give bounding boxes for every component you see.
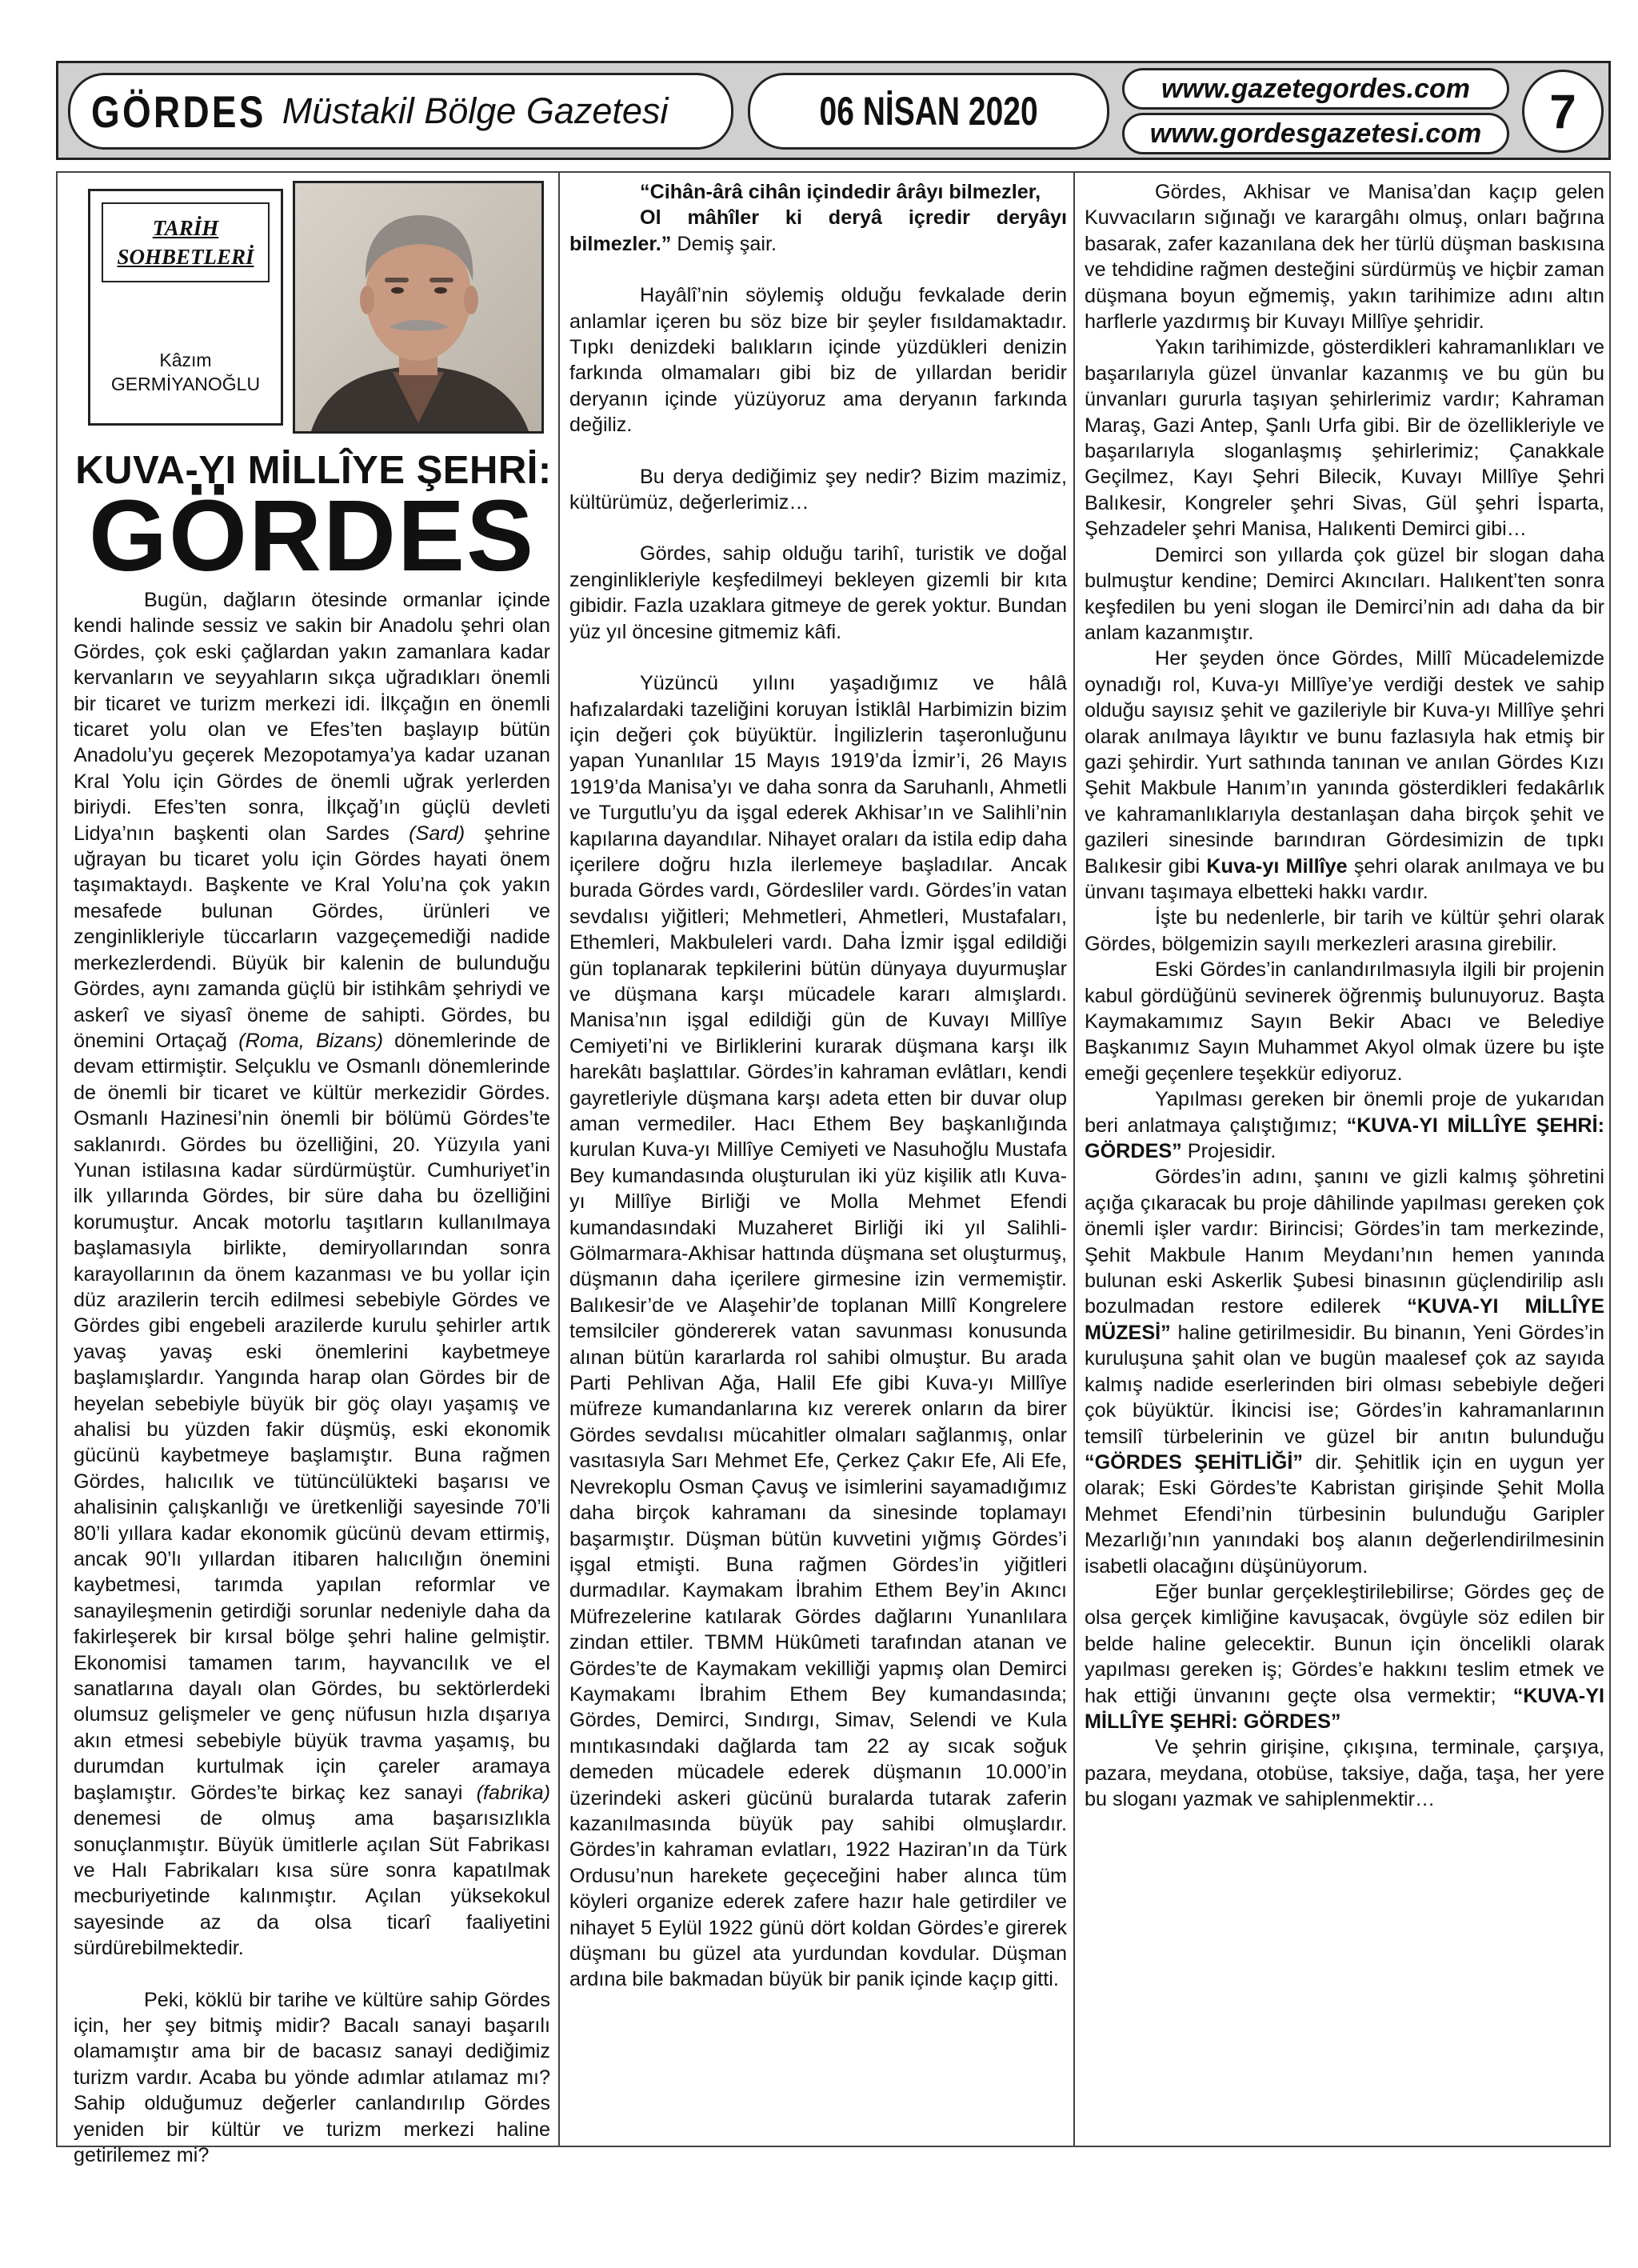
paragraph: Gördes, sahip olduğu tarihî, turistik ve doğal zenginlikleriyle keşfedilmeyi bekleyen gizemli bir kıta gibidir. Fazla uzaklara gitmeye de gerek yoktur. Bundan yüz yıl öncesine gitmemiz kâfi.	[569, 542, 1067, 643]
website-link-2[interactable]: www.gordesgazetesi.com	[1122, 113, 1509, 154]
paragraph: Yapılması gereken bir önemli proje de yukarıdan beri anlatmaya çalıştığımız; “KUVA-YI MİLLÎYE ŞEHRİ: GÖRDES” Projesidir.	[1085, 1088, 1604, 1163]
paragraph: Bugün, dağların ötesinde ormanlar içinde kendi halinde sessiz ve sakin bir Anadolu şehri olan Gördes, çok eski çağlardan yakın zamanlara kadar kervanların ve seyyahların sıkça uğradıkları önemli bir ticaret ve turizm merkezi idi. İlkçağın en önemli ticaret yolu olan ve Efes’ten başlayıp bütün Anadolu’yu geçerek Mezopotamya’ya kadar uzanan Kral Yolu için Gördes de önemli uğrak yerlerden biriydi. Efes’ten sonra, İlkçağ’ın güçlü devleti Lidya’nın başkenti olan Sardes (Sard) şehrine uğrayan bu ticaret yolu için Gördes hayati önem taşımaktaydı. Başkente ve Kral Yolu’na çok yakın mesafede bulunan Gördes, ürünleri ve zenginlikleriyle tüccarların vazgeçemediği nadide merkezlerdendi. Büyük bir kalenin de bulunduğu Gördes, aynı zamanda güçlü bir istihkâm şehriydi ve askerî ve siyasî öneme de sahipti. Gördes, bu önemini Ortaçağ (Roma, Bizans) dönemlerinde de devam ettirmiştir. Selçuklu ve Osmanlı dönemlerinde de önemli bir ticaret ve kültür merkezidir Gördes. Osmanlı Hazinesi’nin önemli bir bölümü Gördes’te saklanırdı. Gördes bu özelliğini, 20. Yüzyıla yani Yunan istilasına kadar sürdürmüştür. Cumhuriyet’in ilk yıllarında Gördes, bir süre daha bu özelliğini korumuştur. Ancak motorlu taşıtların kullanılmaya başlamasıyla birlikte, demiryollarından sonra karayollarının da önem kazanması ve bu yollar için düz arazilerin tercih edilmesi sebebiyle Gördes ve Gördes gibi engebeli arazilerde kurulu şehirler artık yavaş yavaş eski önemlerini kaybetmeye başlamışlardır. Yangında harap olan Gördes bir de heyelan sebebiyle büyük bir göç olayı yaşamış ve ahalisi bu yüzden fakir düşmüş, eski ekonomik gücünü kaybetmeye başlamıştır. Buna rağmen Gördes, halıcılık ve tütüncülükteki başarısı ve ahalisinin çalışkanlığı ve üretkenliği sayesinde 70’li 80’li yıllara kadar ekonomik gücünü devam ettirmiş, ancak 90’lı yıllardan itibaren halıcılığın önemini kaybetmesi, tarımda yapılan reformlar ve sanayileşmenin getirdiği sorunlar nedeniyle daha da fakirleşerek bir kırsal bölge şehri haline gelmiştir. Ekonomisi tamamen tarım, hayvancılık ve el sanatlarına dayalı olan Gördes, bu sektörlerdeki olumsuz gelişmeler ve genç nüfusun hızla dışarıya akın etmesi sebebiyle büyük travma yaşamış, bu durumdan kurtulmak için çareler aramaya başlamıştır. Gördes’te birkaç kez sanayi (fabrika) denemesi de olmuş ama başarısızlıkla sonuçlanmıştır. Büyük ümitlerle açılan Süt Fabrikası ve Halı Fabrikaları kısa süre sonra kapatılmak mecburiyetinde kalınmıştır. Açılan yüksekokul sayesinde az da olsa ticarî faaliyetini sürdürebilmektedir.	[74, 589, 551, 1960]
website-link-1[interactable]: www.gazetegordes.com	[1122, 68, 1509, 110]
article-column-2	[569, 179, 1067, 1993]
quote-line-1: “Cihân-ârâ cihân içindedir ârâyı bilmezler,	[640, 181, 1041, 203]
paragraph: Yüzüncü yılını yaşadığımız ve hâlâ hafızalardaki tazeliğini koruyan İstiklâl Harbimizin bizim için değeri çok büyüktür. İngilizlerin taşeronluğunu yapan Yunanlılar 15 Mayıs 1919’da İzmir’i, 26 Mayıs 1919’da Manisa’yı ve daha sonra da Saruhanlı, Ahmetli ve Turgutlu’yu da işgal ederek Akhisar’ın ve Salihli’nin kapılarına dayandılar. Nihayet oraları da istila edip daha içerilere doğru hızla ilerlemeye başladılar. Ancak burada Gördes vardı, Gördesliler vardı. Gördes’in vatan sevdalısı yiğitleri; Mehmetleri, Ahmetleri, Mustafaları, Ethemleri, Makbuleleri vardı. Daha İzmir işgal edildiği gün toplanarak tepkilerini bütün dünyaya duyurmuşlar ve düşmana karşı mücadele kararı almışlardı. Manisa’nın işgal edildiği gün de Kuvayı Millîye Cemiyeti’ni ve Birliklerini kurarak düşmana karşı ilk harekâtı başlattılar. Gördes’in kahraman evlâtları, kendi gayretleriyle düşmana karşı adeta etten bir duvar olup aman vermediler. Hacı Ethem Bey başkanlığında kurulan Kuva-yı Millîye Cemiyeti ve Nasuhoğlu Mustafa Bey kumandasında oluşturulan iki yüz kişilik atlı Kuva-yı Millîye Birliği ve Molla Mehmet Efendi kumandasındaki Muzaheret Birliği iki yıl Salihli- Gölmarmara-Akhisar hattında düşmana set oluşturmuş, düşmanın daha içerilere girmesine izin vermemiştir. Balıkesir’de ve Alaşehir’de toplanan Millî Kongrelere temsilciler göndererek vatan savunması konusunda alınan bütün kararlarda rol sahibi olmuştur. Bu arada Parti Pehlivan Ağa, Halil Efe gibi Kuva-yı Millîye müfreze kumandanlarına kız vererek onların da birer Gördes sevdalısı mücahitler olmaları sağlanmış, onlar vasıtasıyla Sarı Mehmet Efe, Çerkez Çakır Efe, Ali Efe, Nevrekoplu Osman Çavuş ve isimlerini sayamadığımız daha birçok kahramanı da sinesinde toplamayı başarmıştır. Düşman bütün kuvvetini yığmış Gördes’i işgal etmişti. Buna rağmen Gördes’in yiğitleri durmadılar. Kaymakam İbrahim Ethem Bey’in Akıncı Müfrezelerine katılarak Gördes dağlarını Yunanlılara zindan ettiler. TBMM Hükûmeti tarafından atanan ve Gördes’te de Kaymakam vekilliği yapmış olan Demirci Kaymakamı İbrahim Ethem Bey kumandasında; Gördes, Demirci, Sındırgı, Simav, Selendi ve Kula mıntıkasındaki dağlarda tam 22 ay sıcak soğuk demeden mücadele ederek düşmanın 10.000’in üzerindeki askeri gücünü buralarda tutarak zaferin kazanılmasında büyük pay sahibi olmuşlardır. Gördes’in kahraman evlatları, 1922 Haziran’ın da Türk Ordusu’nun harekete geçeceğini haber alınca tüm köyleri organize ederek zafere hazır hale getirdiler ve nihayet 5 Eylül 1922 günü dört koldan Gördes’e girerek düşmanı bu güzel ata yurdundan kovdular. Düşman ardına bile bakmadan büyük bir panik içinde kaçıp gitti.	[569, 672, 1067, 1991]
paragraph: Yakın tarihimizde, gösterdikleri kahramanlıkları ve başarılarıyla güzel ünvanlar kazanmış ve bu gün bu ünvanları gururla taşıyan şehirlerimiz vardır; Kahraman Maraş, Gazi Antep, Şanlı Urfa gibi. Bir de özellikleriyle ve başarılarıyla sloganlaşmış şehirlerimiz; Çanakkale Geçilmez, Kayı Şehri Bilecik, Kuvayı Millîye Şehri Balıkesir, Kongreler şehri Sivas, Gül şehri İsparta, Şehzadeler şehri Manisa, Halıkenti Demirci gibi…	[1085, 336, 1604, 541]
author-last-name: GERMİYANOĞLU	[110, 374, 261, 394]
brand-subtitle: Müstakil Bölge Gazetesi	[282, 90, 669, 131]
column-divider-1	[558, 171, 560, 2147]
issue-date: 06 NİSAN 2020	[819, 89, 1038, 134]
author-byline	[90, 348, 281, 396]
paragraph: Hayâlî’nin söylemiş olduğu fevkalade derin anlamlar içeren bu söz bize bir şeyler fısıldamaktadır. Tıpkı denizdeki balıkların içinde yüzdükleri denizin farkında olmamaları gibi biz de yıllardan beridir deryanın içinde yüzüyoruz ama deryanın farkında değiliz.	[569, 284, 1067, 437]
paragraph: Eğer bunlar gerçekleştirilebilirse; Gördes geç de olsa gerçek kimliğine kavuşacak, övgüyle söz edilen bir belde haline gelecektir. Bunun için öncelikli olarak yapılması gereken iş; Gördes’e hakkını teslim etmek ve hak ettiği ünvanını geçte olsa vermektir; “KUVA-YI MİLLÎYE ŞEHRİ: GÖRDES”	[1085, 1580, 1604, 1733]
paragraph: Gördes, Akhisar ve Manisa’dan kaçıp gelen Kuvvacıların sığınağı ve karargâhı olmuş, onları bağrına basarak, zafer kazanılana dek her türlü düşman baskısına ve tehdidine rağmen desteğini sürdürmüş ve hiçbir zaman düşmana boyun eğmemiş, yakın tarihimize adını altın harflerle yazdırmış bir Kuvayı Millîye şehridir.	[1085, 181, 1604, 334]
section-badge	[88, 189, 283, 426]
paragraph: Her şeyden önce Gördes, Millî Mücadelemizde oynadığı rol, Kuva-yı Millîye’ye verdiği destek ve sahip olduğu sayısız şehit ve gazileriyle bir Kuva-yı Millîye şehri olarak anılmaya lâyıktır ve bunu fazlasıyla hak etmiş bir gazi şehirdir. Yurt sathında tanınan ve anılan Gördes Kızı Şehit Makbule Hanım’ın yanında gösterdikleri fedakârlık ve kahramanlıklarıyla destanlaşan daha birçok şehit ve gazileri sinesinde barındıran Gördesimizin de tıpkı Balıkesir gibi Kuva-yı Millîye şehri olarak anılmaya ve bu ünvanı taşımaya elbetteki hakkı vardır.	[1085, 647, 1604, 903]
article-column-1	[74, 587, 550, 2168]
paragraph: Peki, köklü bir tarihe ve kültüre sahip Gördes için, her şey bitmiş midir? Bacalı sanayi başarılı olamamıştır ama bir de bacasız sanayi dediğimiz turizm vardır. Acaba bu yönde adımlar atılamaz mı? Sahip olduğumuz değerler canlandırılıp Gördes yeniden bir kültür ve turizm merkezi haline getirilemez mi?	[74, 1988, 550, 2166]
brand-box	[68, 73, 733, 150]
author-photo	[293, 181, 544, 434]
brand-name: GÖRDES	[91, 86, 266, 137]
paragraph: Eski Gördes’in canlandırılmasıyla ilgili bir projenin kabul gördüğünü sevinerek öğrenmiş bulunuyoruz. Başta Kaymakamımız Sayın Bekir Abacı ve Belediye Başkanımız Sayın Muhammet Akyol olmak üzere bu işte emeği geçenlere teşekkür ediyoruz.	[1085, 958, 1604, 1085]
masthead	[56, 61, 1611, 160]
paragraph: İşte bu nedenlerle, bir tarih ve kültür şehri olarak Gördes, bölgemizin sayılı merkezleri arasına girebilir.	[1085, 906, 1604, 955]
paragraph: Gördes’in adını, şanını ve gizli kalmış şöhretini açığa çıkaracak bu proje dâhilinde yapılması gereken çok önemli işler vardır: Birincisi; Gördes’in tam merkezinde, Şehit Makbule Hanım Meydanı’nın hemen yanında bulunan eski Askerlik Şubesi binasının güçlendirilip aslı bozulmadan restore edilerek “KUVA-YI MİLLÎYE MÜZESİ” haline getirilmesidir. Bu binanın, Yeni Gördes’in kuruluşuna şahit olan ve bugün maalesef çok az sayıda kalmış nadide eserlerinden biri olması sebebiyle değeri çok büyüktür. İkincisi ise; Gördes’in kahramanlarının temsilî türbelerinin ve güzel bir anıtın bulunduğu “GÖRDES ŞEHİTLİĞİ” dir. Şehitlik için en uygun yer olarak; Eski Gördes’te Kabristan girişinde Şehit Molla Mehmet Efendi’nin türbesinin bulunduğu Garipler Mezarlığı’nın yanındaki boş alanın değerlendirilmesinin isabetli olacağını düşünüyorum.	[1085, 1166, 1605, 1578]
paragraph: Demirci son yıllarda çok güzel bir slogan daha bulmuştur kendine; Demirci Akıncıları. Halıkent’ten sonra keşfedilen bu yeni slogan ile Demirci’nin adı daha da bir anlam kazanmıştır.	[1085, 543, 1604, 644]
article-column-3	[1085, 179, 1604, 1813]
author-first-name: Kâzım	[159, 350, 212, 370]
section-tag	[102, 202, 270, 282]
column-divider-2	[1073, 171, 1075, 2147]
page-number: 7	[1522, 70, 1604, 153]
section-tag-line2: SOHBETLERİ	[117, 245, 254, 269]
headline-kicker: KUVA-YI MİLLÎYE ŞEHRİ:	[75, 449, 552, 492]
issue-date-box	[748, 73, 1109, 150]
paragraph: Ve şehrin girişine, çıkışına, terminale, çarşıya, pazara, meydana, otobüse, taksiye, dağa, taşa, her yere bu sloganı yazmak ve sahiplenmektir…	[1085, 1736, 1604, 1811]
paragraph: Bu derya dediğimiz şey nedir? Bizim mazimiz, kültürümüz, değerlerimiz…	[569, 465, 1067, 514]
quote-line-2: Ol mâhîler ki deryâ içredir deryâyı bilmezler.” Demiş şair.	[569, 206, 1067, 255]
headline-main: GÖRDES	[88, 479, 536, 592]
section-tag-line1: TARİH	[152, 216, 219, 240]
